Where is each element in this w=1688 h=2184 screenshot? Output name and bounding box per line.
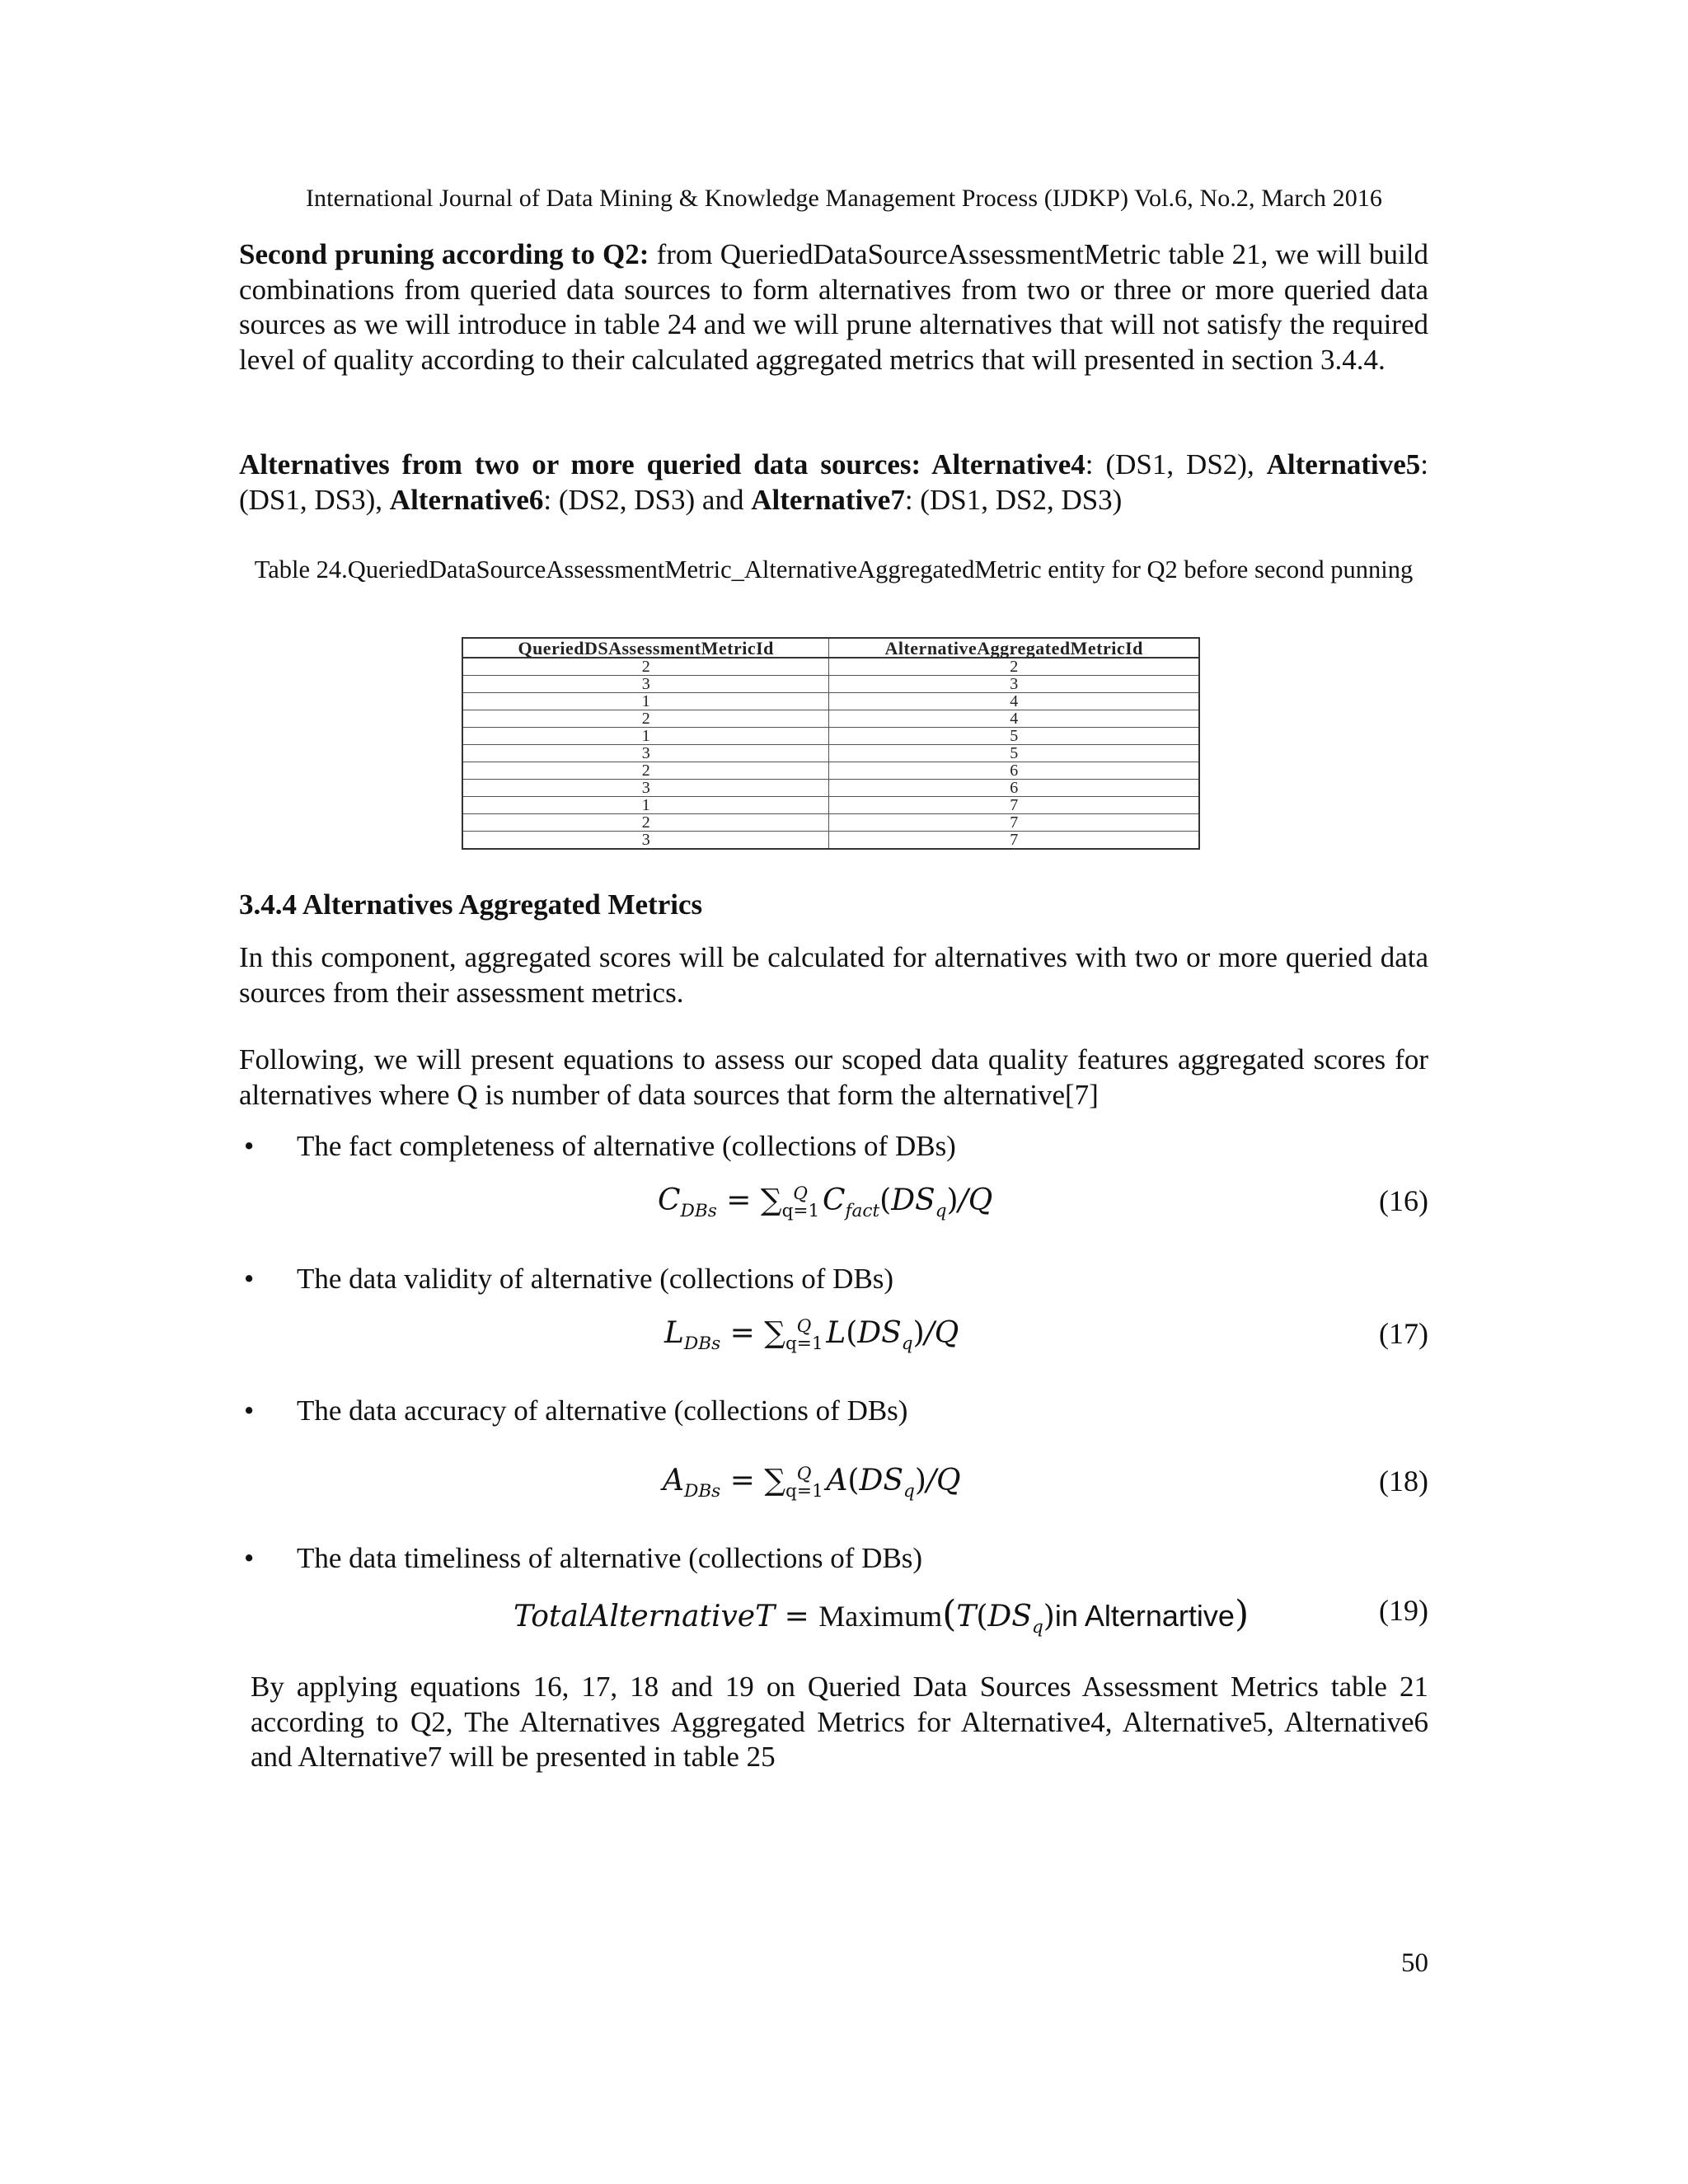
column-header: AlternativeAggregatedMetricId bbox=[829, 638, 1199, 658]
queried-ds-metric-id-cell: 2 bbox=[462, 710, 829, 728]
alternative-metric-id-cell: 5 bbox=[829, 728, 1199, 745]
table-row bbox=[462, 728, 1199, 745]
table-body bbox=[462, 658, 1199, 849]
equation-number: (16) bbox=[1379, 1184, 1428, 1217]
queried-ds-metric-id-cell: 3 bbox=[462, 780, 829, 797]
equation-formula: $C_{DBs} = \sum_{q=1}^Q$ $C_{fact}(DS_q)/Q$ bbox=[658, 1183, 993, 1222]
table-row bbox=[462, 693, 1199, 710]
alternative-metric-id-cell: 5 bbox=[829, 745, 1199, 762]
alt7-label: Alternative7 bbox=[751, 483, 905, 516]
equation-18 bbox=[239, 1464, 1428, 1505]
table-row bbox=[462, 797, 1199, 814]
table-row bbox=[462, 762, 1199, 780]
table-row bbox=[462, 710, 1199, 728]
queried-ds-metric-id-cell: 3 bbox=[462, 676, 829, 693]
bullet-text: The data timeliness of alternative (collections of DBs) bbox=[297, 1542, 923, 1574]
bullet-text: The data validity of alternative (collections of DBs) bbox=[297, 1263, 894, 1295]
table-24-caption: Table 24.QueriedDataSourceAssessmentMetric_AlternativeAggregatedMetric entity for Q2 before second punning bbox=[254, 555, 1414, 583]
alternative-metric-id-cell: 7 bbox=[829, 797, 1199, 814]
alt6-label: Alternative6 bbox=[389, 483, 544, 516]
alternative-metric-id-cell: 7 bbox=[829, 832, 1199, 850]
queried-ds-metric-id-cell: 1 bbox=[462, 797, 829, 814]
queried-ds-metric-id-cell: 3 bbox=[462, 832, 829, 850]
alt5-label: Alternative5 bbox=[1266, 448, 1421, 480]
alt4-value: : (DS1, DS2), bbox=[1085, 448, 1267, 480]
table-row bbox=[462, 676, 1199, 693]
queried-ds-metric-id-cell: 3 bbox=[462, 745, 829, 762]
queried-ds-metric-id-cell: 1 bbox=[462, 693, 829, 710]
equation-17 bbox=[239, 1316, 1428, 1357]
bullet-text: The fact completeness of alternative (collections of DBs) bbox=[297, 1130, 956, 1162]
table-row bbox=[462, 814, 1199, 832]
table-row bbox=[462, 780, 1199, 797]
equation-formula: $L_{DBs} = \sum_{q=1}^Q$ $L(DS_q)/Q$ bbox=[664, 1316, 959, 1355]
alternative-metric-id-cell: 4 bbox=[829, 710, 1199, 728]
column-header: QueriedDSAssessmentMetricId bbox=[462, 638, 829, 658]
alternative-metric-id-cell: 2 bbox=[829, 658, 1199, 676]
equation-formula: $A_{DBs} = \sum_{q=1}^Q$ $A(DS_q)/Q$ bbox=[663, 1464, 961, 1502]
equation-19 bbox=[239, 1593, 1428, 1638]
queried-ds-metric-id-cell: 2 bbox=[462, 814, 829, 832]
closing-paragraph: By applying equations 16, 17, 18 and 19 on Queried Data Sources Assessment Metrics table 21 according to Q2, The Alternatives Aggregated Metrics for Alternative4, Alternative5, Alternative6 and Alternative7 will be presented in table 25 bbox=[251, 1671, 1428, 1773]
alternative-metric-id-cell: 7 bbox=[829, 814, 1199, 832]
alt5-value: : (DS1, DS3), bbox=[239, 448, 1428, 516]
journal-header: International Journal of Data Mining & Knowledge Management Process (IJDKP) Vol.6, No.2, March 2016 bbox=[305, 185, 1383, 212]
equation-number: (17) bbox=[1379, 1317, 1428, 1350]
alternatives-heading: Alternatives from two or more queried data sources: Alternative4 bbox=[239, 448, 1085, 480]
bullet-icon: • bbox=[244, 1263, 255, 1295]
equation-number: (19) bbox=[1379, 1594, 1428, 1627]
alternative-metric-id-cell: 6 bbox=[829, 762, 1199, 780]
queried-ds-metric-id-cell: 2 bbox=[462, 762, 829, 780]
bullet-icon: • bbox=[244, 1394, 255, 1427]
alt6-value: : (DS2, DS3) and bbox=[543, 483, 752, 516]
section-intro: In this component, aggregated scores will be calculated for alternatives with two or more queried data sources from their assessment metrics. bbox=[239, 941, 1428, 1009]
section-title: 3.4.4 Alternatives Aggregated Metrics bbox=[239, 888, 703, 921]
table-row bbox=[462, 745, 1199, 762]
page-number: 50 bbox=[1401, 1948, 1428, 1978]
second-pruning-text: from QueriedDataSourceAssessmentMetric table 21, we will build combinations from queried data sources to form alternatives from two or three or more queried data sources as we will introduce in table 24 and we will prune alternatives that will not satisfy the required level of quality according to their calculated aggregated metrics that will presented in section 3.4.4. bbox=[239, 238, 1428, 376]
section-following: Following, we will present equations to assess our scoped data quality features aggregated scores for alternatives where Q is number of data sources that form the alternative[7] bbox=[239, 1043, 1428, 1111]
equation-formula: TotalAlternativeT = $Maximum(T(DS_q)in$ Alternartive) bbox=[513, 1593, 1250, 1638]
bullet-icon: • bbox=[244, 1542, 255, 1574]
table-row bbox=[462, 832, 1199, 850]
equation-16 bbox=[239, 1183, 1428, 1225]
queried-ds-metric-id-cell: 1 bbox=[462, 728, 829, 745]
bullet-text: The data accuracy of alternative (collections of DBs) bbox=[297, 1394, 908, 1427]
second-pruning-heading: Second pruning according to Q2: bbox=[239, 238, 649, 270]
alternative-metric-id-cell: 3 bbox=[829, 676, 1199, 693]
table-header-row bbox=[462, 638, 1199, 658]
paragraph-alternatives bbox=[239, 448, 1428, 518]
paragraph-second-pruning bbox=[239, 237, 1428, 377]
alternative-metric-id-cell: 6 bbox=[829, 780, 1199, 797]
table-row bbox=[462, 658, 1199, 676]
bullet-icon: • bbox=[244, 1130, 255, 1162]
alt7-value: : (DS1, DS2, DS3) bbox=[904, 483, 1123, 516]
queried-ds-metric-id-cell: 2 bbox=[462, 658, 829, 676]
table-24 bbox=[462, 637, 1200, 850]
equation-number: (18) bbox=[1379, 1465, 1428, 1497]
alternative-metric-id-cell: 4 bbox=[829, 693, 1199, 710]
